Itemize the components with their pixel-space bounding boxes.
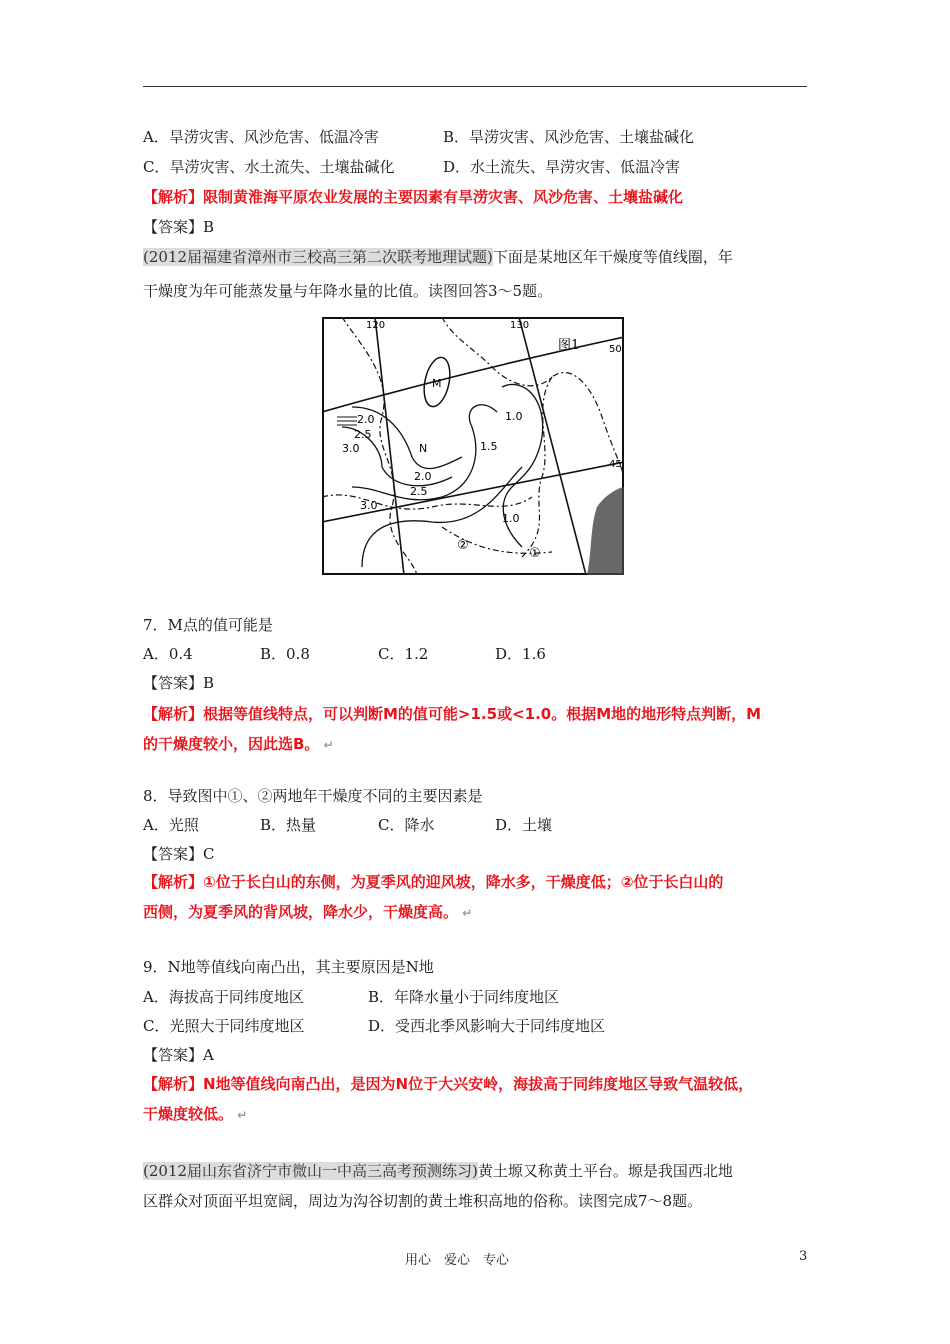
q8-analysis-text: 西侧，为夏季风的背风坡，降水少，干燥度高。 xyxy=(143,903,459,921)
q8-analysis-line2: 西侧，为夏季风的背风坡，降水少，干燥度高。 ↵ xyxy=(143,903,473,921)
point-label-m: M xyxy=(432,377,442,390)
intro1-text2: 干燥度为年可能蒸发量与年降水量的比值。读图回答3～5题。 xyxy=(143,282,553,300)
intro2-line1 xyxy=(143,1160,733,1182)
q9-analysis-line2: 干燥度较低。 ↵ xyxy=(143,1105,248,1123)
option-d: D．1.6 xyxy=(495,645,546,663)
intro1-line2 xyxy=(143,280,552,302)
footer-motto: 用心 爱心 专心 xyxy=(405,1253,510,1268)
option-d: D．受西北季风影响大于同纬度地区 xyxy=(368,1017,606,1035)
q7-analysis-line1: 【解析】根据等值线特点，可以判断M的值可能>1.5或<1.0。根据M地的地形特点判断，M xyxy=(143,705,762,723)
prev-analysis: 【解析】限制黄淮海平原农业发展的主要因素有旱涝灾害、风沙危害、土壤盐碱化 xyxy=(143,188,684,206)
figure-title: 图1 xyxy=(558,338,580,353)
q7-options xyxy=(143,643,546,665)
q8-options xyxy=(143,814,552,836)
point-label-2: ② xyxy=(457,538,469,553)
contour-label: 2.5 xyxy=(354,428,372,441)
option-a: A．0.4 xyxy=(143,645,193,663)
q7-analysis-line2: 的干燥度较小，因此选B。 ↵ xyxy=(143,735,334,753)
intro2-text1: 黄土塬又称黄土平台。塬是我国西北地 xyxy=(477,1162,733,1180)
option-c: C．1.2 xyxy=(378,645,429,663)
option-c: C．光照大于同纬度地区 xyxy=(143,1017,305,1035)
contour-label: 1.0 xyxy=(505,410,523,423)
contour-label: 3.0 xyxy=(360,499,378,512)
contour-label: 3.0 xyxy=(342,442,360,455)
lon-label-120: 120 xyxy=(366,320,386,331)
option-b: B．旱涝灾害、风沙危害、土壤盐碱化 xyxy=(443,128,695,146)
header-rule xyxy=(143,86,807,87)
option-c: C．降水 xyxy=(378,816,435,834)
option-a: A．旱涝灾害、风沙危害、低温冷害 xyxy=(143,128,379,146)
intro2-line2: 区群众对顶面平坦宽阔，周边为沟谷切割的黄土堆积高地的俗称。读图完成7～8题。 xyxy=(143,1192,703,1210)
option-b: B．0.8 xyxy=(260,645,310,663)
q9-analysis-text: 干燥度较低。 xyxy=(143,1105,234,1123)
contour-label: 2.0 xyxy=(414,470,432,483)
q7-stem: 7．M点的值可能是 xyxy=(143,616,273,634)
contour-label: 1.5 xyxy=(480,440,498,453)
lat-label-45: 45 xyxy=(609,459,622,470)
prev-options-row2 xyxy=(143,156,680,178)
q7-analysis-text: 的干燥度较小，因此选B。 xyxy=(143,735,320,753)
q8-stem: 8．导致图中①、②两地年干燥度不同的主要因素是 xyxy=(143,787,483,805)
contour-label: 2.5 xyxy=(410,485,428,498)
q9-analysis-line1: 【解析】N地等值线向南凸出，是因为N位于大兴安岭，海拔高于同纬度地区导致气温较低， xyxy=(143,1075,754,1093)
point-label-1: ① xyxy=(529,546,541,561)
q8-analysis-line1: 【解析】①位于长白山的东侧，为夏季风的迎风坡，降水多，干燥度低；②位于长白山的 xyxy=(143,873,724,891)
contour-label: 2.0 xyxy=(357,413,375,426)
dryness-contour-map xyxy=(322,317,624,575)
contour-label: 1.0 xyxy=(502,512,520,525)
q8-answer: 【答案】C xyxy=(143,845,215,863)
intro1-source: (2012届福建省漳州市三校高三第二次联考地理试题) xyxy=(143,248,493,266)
option-d: D．水土流失、旱涝灾害、低温冷害 xyxy=(443,158,681,176)
lon-label-130: 130 xyxy=(510,320,530,331)
q9-stem: 9．N地等值线向南凸出，其主要原因是N地 xyxy=(143,958,434,976)
q9-options-row1 xyxy=(143,986,559,1008)
prev-answer: 【答案】B xyxy=(143,218,215,236)
q7-answer: 【答案】B xyxy=(143,674,215,692)
option-a: A．光照 xyxy=(143,816,199,834)
point-label-n: N xyxy=(419,442,428,455)
intro2-source: (2012届山东省济宁市微山一中高三高考预测练习) xyxy=(143,1162,478,1180)
option-b: B．热量 xyxy=(260,816,317,834)
option-c: C．旱涝灾害、水土流失、土壤盐碱化 xyxy=(143,158,395,176)
q9-options-row2 xyxy=(143,1015,605,1037)
option-d: D．土壤 xyxy=(495,816,553,834)
option-a: A．海拔高于同纬度地区 xyxy=(143,988,304,1006)
page-number: 3 xyxy=(799,1249,808,1264)
lat-label-50: 50 xyxy=(609,344,622,355)
option-b: B．年降水量小于同纬度地区 xyxy=(368,988,560,1006)
intro1-text1: 下面是某地区年干燥度等值线圈，年 xyxy=(492,248,733,266)
prev-options-row1 xyxy=(143,126,694,148)
intro1-line1 xyxy=(143,246,733,268)
q9-answer: 【答案】A xyxy=(143,1046,214,1064)
